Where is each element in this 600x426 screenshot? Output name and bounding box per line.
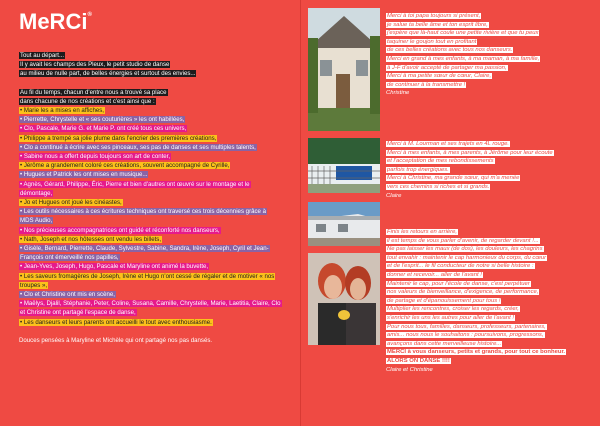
para2-line: dans chacune de nos créations et c'est ainsi que : — [20, 97, 155, 105]
note-line: taquiner le goujon tout en profitant — [387, 38, 477, 45]
intro-line: au milieu de nulle part, de belles énergies et surtout des envies... — [20, 70, 196, 78]
note-line: Merci à Christine, ma grande sœur, qui m'a menée — [387, 175, 520, 182]
left-text-block — [19, 51, 281, 345]
note-line: parfois trop énergiques. — [387, 166, 449, 173]
credit-line: • Jean-Yves, Joseph, Hugo, Pascale et Maryline ont animé la buvette, — [20, 263, 209, 271]
note-line: à J-F d'avoir accepté de partager ma passion, — [387, 64, 507, 71]
intro-line: Tout au départ... — [20, 52, 65, 59]
credit-line: • Nos précieuses accompagnatrices ont guidé et réconforté nos danseurs, — [20, 226, 220, 234]
note-line: de ces belles créations avec tous nos danseurs. — [387, 47, 513, 54]
note-line: et de l'esprit... le fil conducteur de notre si belle histoire : — [387, 263, 534, 270]
house-photo — [308, 8, 380, 131]
building-photo — [308, 202, 380, 246]
note-line: Merci en grand à mes enfants, à ma maman, à ma famille, — [387, 55, 540, 62]
credit-line: • Clo, Pascale, Marie G. et Marie P. ont créé tous ces univers, — [20, 125, 187, 133]
note-line: MERCI à vous danseurs, petits et grands, pour tout ce bonheur. — [387, 349, 566, 356]
note-line: Finis les retours en arrière, — [387, 229, 458, 235]
para2-block — [19, 88, 281, 106]
credit-line: • Hugues et Patrick les ont mises en musique... — [20, 171, 148, 179]
note-line: de partage et d'épanouissement pour tous ! — [387, 297, 501, 304]
credit-line: • Pierrette, Chrystelle et « ses couturières » les ont habillées, — [20, 116, 185, 124]
note-line: ALORS ON DANSE !!!! — [387, 357, 450, 364]
note-line: Maintenir le cap, pour l'école de danse, c'est perpétuer — [387, 280, 530, 287]
portrait-photo — [308, 253, 380, 345]
note-line: je salue ta belle âme et ton esprit libre, — [387, 21, 488, 28]
note-line: et l'acceptation de mes rebondissements — [387, 158, 494, 165]
note-line: Multiplier les rencontres, croiser les regards, créer, — [387, 306, 519, 313]
credit-line: • Sabine nous a offert depuis toujours son art de conter, — [20, 153, 171, 161]
note-line: tout envahir : maintenir le cap harmonieux du corps, du cœur — [387, 254, 547, 261]
credit-line: • Clo a continué à écrire avec ses pinceaux, ses pas de danses et ses multiples talents, — [20, 143, 256, 151]
closing-line: Douces pensées à Maryline et Michèle qui ont partagé nos pas dansés. — [19, 336, 213, 344]
credits-list — [19, 106, 281, 327]
note-line: Merci à mes enfants, à mes parents, à Jérôme pour leur écoute — [387, 149, 553, 156]
note-line: il est temps de vous parler d'avenir, de regarder devant !... — [387, 237, 539, 244]
note-line: vers ces chemins si riches et si grands. — [387, 183, 490, 190]
credit-line: • Gisèle, Bernard, Pierrette, Claude, Sylvestre, Sabine, Sandra, Irène, Joseph, Cyril et Jean-François ont émerveillé nos papilles, — [20, 245, 269, 262]
merci-logo: MeRCi® — [19, 9, 92, 34]
note-line: Pour nous tous, familles, danseurs, professeurs, partenaires, — [387, 323, 546, 330]
credit-line: • Les danseurs et leurs parents ont accueilli le tout avec enthousiasme. — [20, 318, 212, 326]
signature: Christine — [386, 90, 410, 97]
note-line: donner et recevoir... aller de l'avant ! — [387, 271, 482, 278]
para2-line: Au fil du temps, chacun d'entre nous a trouvé sa place — [20, 88, 167, 96]
note-line: j'espère que là-haut coule une petite rivière et que tu peux — [387, 30, 539, 37]
note-line: Merci à ma petite sœur de cœur, Claire, — [387, 73, 492, 80]
credit-line: • Jérôme a grandement coloré ces créations, souvent accompagné de Cyrille, — [20, 162, 230, 170]
credit-line: • Marie les a mises en affiches, — [20, 107, 104, 115]
signature: Claire et Christine — [386, 366, 433, 373]
fence-photo — [308, 138, 380, 193]
credit-line: • Philippe a trempé sa jolie plume dans l'encrier des premières créations, — [20, 134, 217, 142]
note-line: Merci à toi papa toujours si présent, — [387, 13, 481, 19]
credit-line: • Les outils nécessaires à ces écritures techniques ont traversé ces trois décennies grâce à MDS Audio, — [20, 208, 267, 225]
credit-line: • Agnès, Gérard, Philippe, Éric, Pierre et bien d'autres ont œuvré sur le montage et le démontage, — [20, 180, 250, 197]
note-line: nos valeurs de bienveillance, d'exigence, de performance, — [387, 289, 539, 296]
credit-line: • Les saveurs fromagères de Joseph, Irène et Hugo n'ont cessé de régaler et de motiver « nos troupes », — [20, 272, 275, 289]
note-christine — [386, 12, 591, 98]
credit-line: • Maëlys, Djalil, Stéphanie, Peter, Coline, Susana, Camille, Chrystelle, Marie, Laetitia, Claire, Clo et Christine ont partagé l'espace de danse, — [20, 300, 281, 317]
note-line: amis... nous nous le souhaitons : poursuivons, progressons, — [387, 332, 544, 339]
intro-line: Il y avait les champs des Pleux, le petit studio de danse — [20, 61, 170, 69]
credit-line: • Clo et Christine ont mis en scène, — [20, 291, 115, 299]
note-line: Merci à M. Lourman et ses trajets en 4L rouge. — [387, 141, 510, 147]
note-line: de continuer à la transmettre ! — [387, 81, 466, 88]
credit-line: • Nath, Joseph et nos hôtesses ont vendu les billets, — [20, 235, 162, 243]
note-line: s'enrichir les uns les autres pour aller de l'avant ! — [387, 314, 514, 321]
note-line: avançons dans cette merveilleuse histoire... — [387, 340, 502, 347]
intro-block — [19, 51, 281, 79]
note-claire — [386, 140, 591, 200]
note-line: Ne pas laisser les maux (de dos), les douleurs, les chagrins — [387, 246, 543, 253]
note-closing — [386, 228, 591, 374]
signature: Claire — [386, 192, 402, 199]
credit-line: • Jo et Hugues ont joué les cinéastes, — [20, 199, 122, 207]
